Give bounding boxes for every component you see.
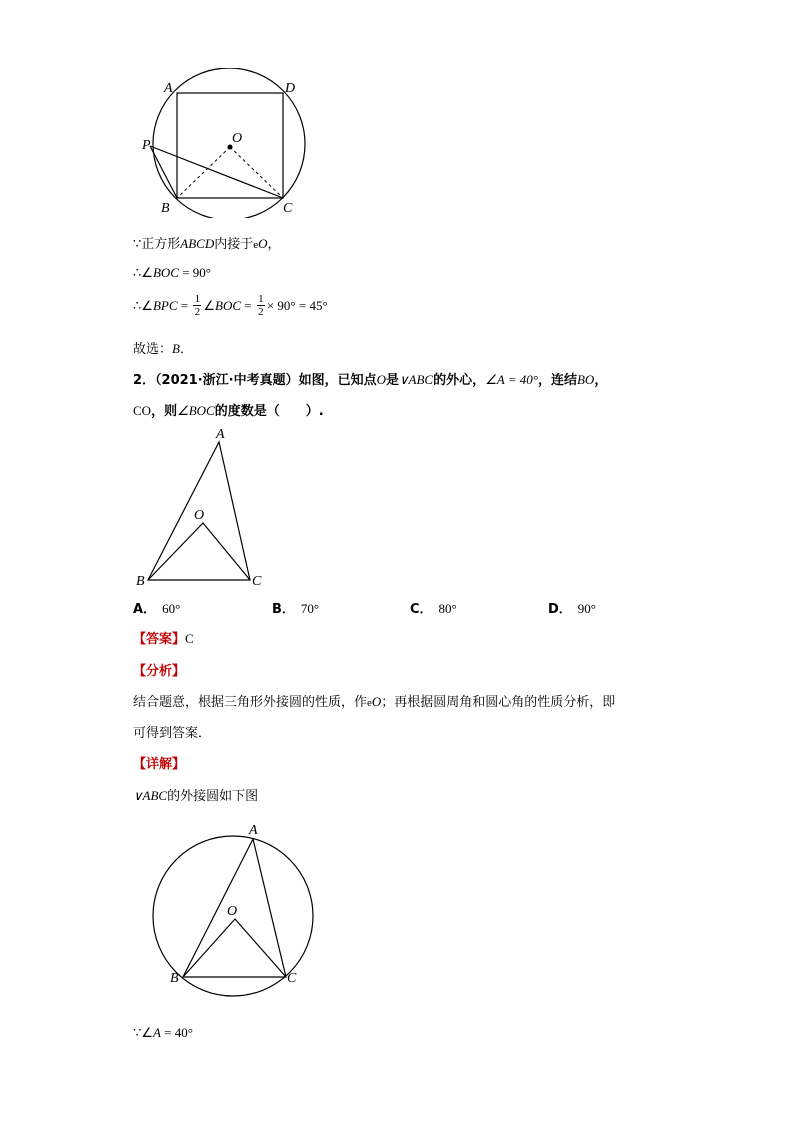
answer-line: 【答案】C xyxy=(133,631,194,647)
analysis-line-2: 可得到答案． xyxy=(133,726,212,741)
figure-triangle-abc xyxy=(130,422,270,592)
choice-c: C． 80° xyxy=(410,601,457,617)
question-2-line-1: 2．（2021·浙江·中考真题）如图，已知点O是∨ABC的外心，∠A = 40°，连结BO， xyxy=(133,372,608,388)
label-a: A xyxy=(249,823,258,838)
choice-a: A． 60° xyxy=(133,601,181,617)
analysis-line-1: 结合题意，根据三角形外接圆的性质，作eO；再根据圆周角和圆心角的性质分析，即 xyxy=(133,694,616,710)
detail-line-1: ∨ABC的外接圆如下图 xyxy=(133,788,259,804)
proof-line-3: ∴∠ BPC = 1 2 ∠ BOC = 1 2 × 90° = 45° xyxy=(133,293,328,318)
proof-line-2: ∴∠BOC = 90° xyxy=(133,265,211,280)
label-a: A xyxy=(164,81,173,96)
label-o: O xyxy=(194,508,205,523)
label-a: A xyxy=(216,427,225,442)
detail-tag: 【详解】 xyxy=(133,757,186,772)
label-c: C xyxy=(283,201,293,216)
label-c: C xyxy=(252,574,262,589)
label-c: C xyxy=(287,971,297,986)
label-b: B xyxy=(136,574,145,589)
segment-pc xyxy=(150,146,283,198)
analysis-tag: 【分析】 xyxy=(133,664,186,679)
choice-b: B． 70° xyxy=(272,601,320,617)
proof-line-4: 故选：B． xyxy=(133,341,193,357)
given-angle-line: ∵∠A = 40° xyxy=(133,1025,193,1040)
label-b: B xyxy=(170,971,179,986)
segment-oc xyxy=(230,147,283,198)
fraction-half-2: 1 2 xyxy=(258,293,264,318)
proof-line-1: ∵正方形ABCD内接于eO， xyxy=(133,236,281,252)
angle-boc xyxy=(183,919,286,977)
label-o: O xyxy=(227,904,238,919)
segment-ob xyxy=(177,147,230,198)
choice-d: D． 90° xyxy=(548,601,596,617)
figure-square-in-circle xyxy=(130,68,320,218)
figure-circumcircle-abc xyxy=(140,816,330,1006)
segment-pb xyxy=(150,146,177,198)
label-d: D xyxy=(285,81,296,96)
label-p: P xyxy=(142,138,151,153)
label-o: O xyxy=(232,131,243,146)
label-b: B xyxy=(161,201,170,216)
question-2-line-2: CO，则∠BOC的度数是（ ）. xyxy=(133,403,324,419)
fraction-half-1: 1 2 xyxy=(194,293,201,318)
